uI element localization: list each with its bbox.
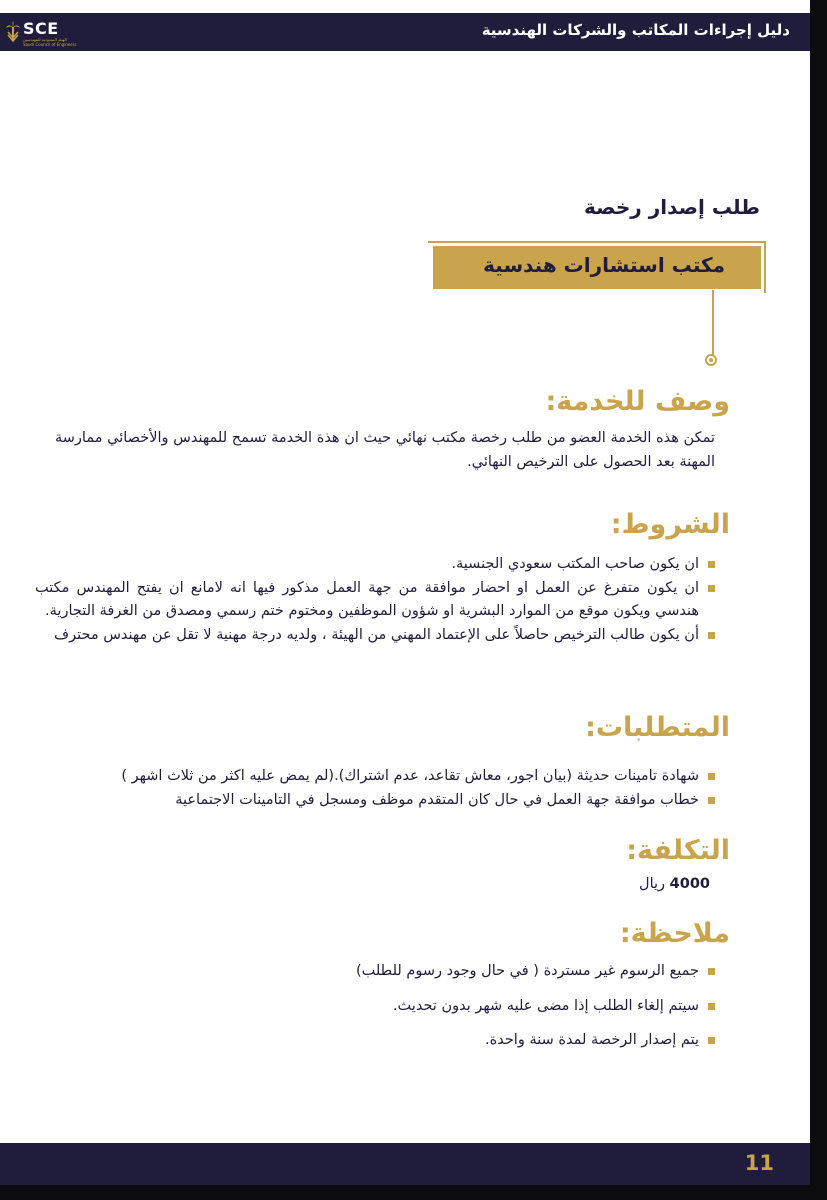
notes-heading: ملاحظة: <box>619 918 730 949</box>
logo-subtitle-en: Saudi Council of Engineers <box>23 42 77 47</box>
bullet-icon <box>708 561 715 568</box>
service-banner <box>433 246 761 289</box>
viewer-edge-right <box>810 0 827 1200</box>
connector-dot-icon <box>705 354 717 366</box>
conditions-list <box>35 553 715 647</box>
list-item-text: أن يكون طالب الترخيص حاصلاً على الإعتماد المهني من الهيئة ، ولديه درجة مهنية لا تقل عن مهندس محترف <box>54 626 699 643</box>
viewer-edge-bottom <box>0 1185 827 1200</box>
cost-value <box>639 876 710 892</box>
list-item <box>35 624 715 648</box>
conditions-heading: الشروط: <box>610 509 730 540</box>
requirements-list <box>35 765 715 812</box>
bullet-icon <box>708 1037 715 1044</box>
page-number: 11 <box>744 1151 774 1175</box>
list-item-text: شهادة تامينات حديثة (بيان اجور، معاش تقاعد، عدم اشتراك).(لم يمض عليه اكثر من ثلاث اشهر ) <box>121 768 699 784</box>
list-item <box>35 765 715 789</box>
sce-logo <box>6 19 77 47</box>
list-item-text: جميع الرسوم غير مستردة ( في حال وجود رسوم للطلب) <box>355 963 699 979</box>
list-item <box>35 1029 715 1053</box>
logo-text: SCE <box>23 19 59 38</box>
list-item <box>35 960 715 984</box>
description-text: تمكن هذه الخدمة العضو من طلب رخصة مكتب نهائي حيث ان هذة الخدمة تسمح للمهندس والأخصائي ممارسة المهنة بعد الحصول على الترخيص النهائي. <box>55 430 715 470</box>
banner-label: مكتب استشارات هندسية <box>483 253 725 277</box>
bullet-icon <box>708 773 715 780</box>
description-heading: وصف للخدمة: <box>545 386 730 417</box>
cost-heading: التكلفة: <box>626 835 730 866</box>
bullet-icon <box>708 1003 715 1010</box>
palm-emblem-icon <box>6 21 20 43</box>
bullet-icon <box>708 585 715 592</box>
cost-currency: ريال <box>639 876 666 892</box>
list-item-text: يتم إصدار الرخصة لمدة سنة واحدة. <box>485 1032 699 1048</box>
header-title: دليل إجراءات المكاتب والشركات الهندسية <box>481 21 790 39</box>
cost-amount: 4000 <box>669 876 710 892</box>
page-title: طلب إصدار رخصة <box>584 195 760 219</box>
bullet-icon <box>708 797 715 804</box>
list-item-text: ان يكون متفرغ عن العمل او احضار موافقة من جهة العمل مذكور فيها انه لامانع ان يفتح المهندس مكتب هندسي ويكون موقع من الموارد البشرية او شؤون الموظفين ومختوم ختم رسمي ومصدق من الغرفة التجارية. <box>35 579 699 619</box>
list-item-text: سيتم إلغاء الطلب إذا مضى عليه شهر بدون تحديث. <box>392 997 699 1014</box>
footer-bar <box>0 1143 810 1185</box>
list-item <box>35 577 715 624</box>
list-item-text: خطاب موافقة جهة العمل في حال كان المتقدم موظف ومسجل في التامينات الاجتماعية <box>175 791 699 808</box>
bullet-icon <box>708 968 715 975</box>
list-item <box>35 995 715 1019</box>
logo-subtitle-ar: الهيئة السعودية للمهندسين <box>23 37 67 42</box>
list-item <box>35 553 715 577</box>
list-item-text: ان يكون صاحب المكتب سعودي الجنسية. <box>451 556 699 572</box>
bullet-icon <box>708 632 715 639</box>
notes-list <box>35 960 715 1064</box>
list-item <box>35 789 715 813</box>
connector-line <box>712 290 714 357</box>
header-bar <box>0 13 810 51</box>
requirements-heading: المتطلبات: <box>585 712 730 743</box>
